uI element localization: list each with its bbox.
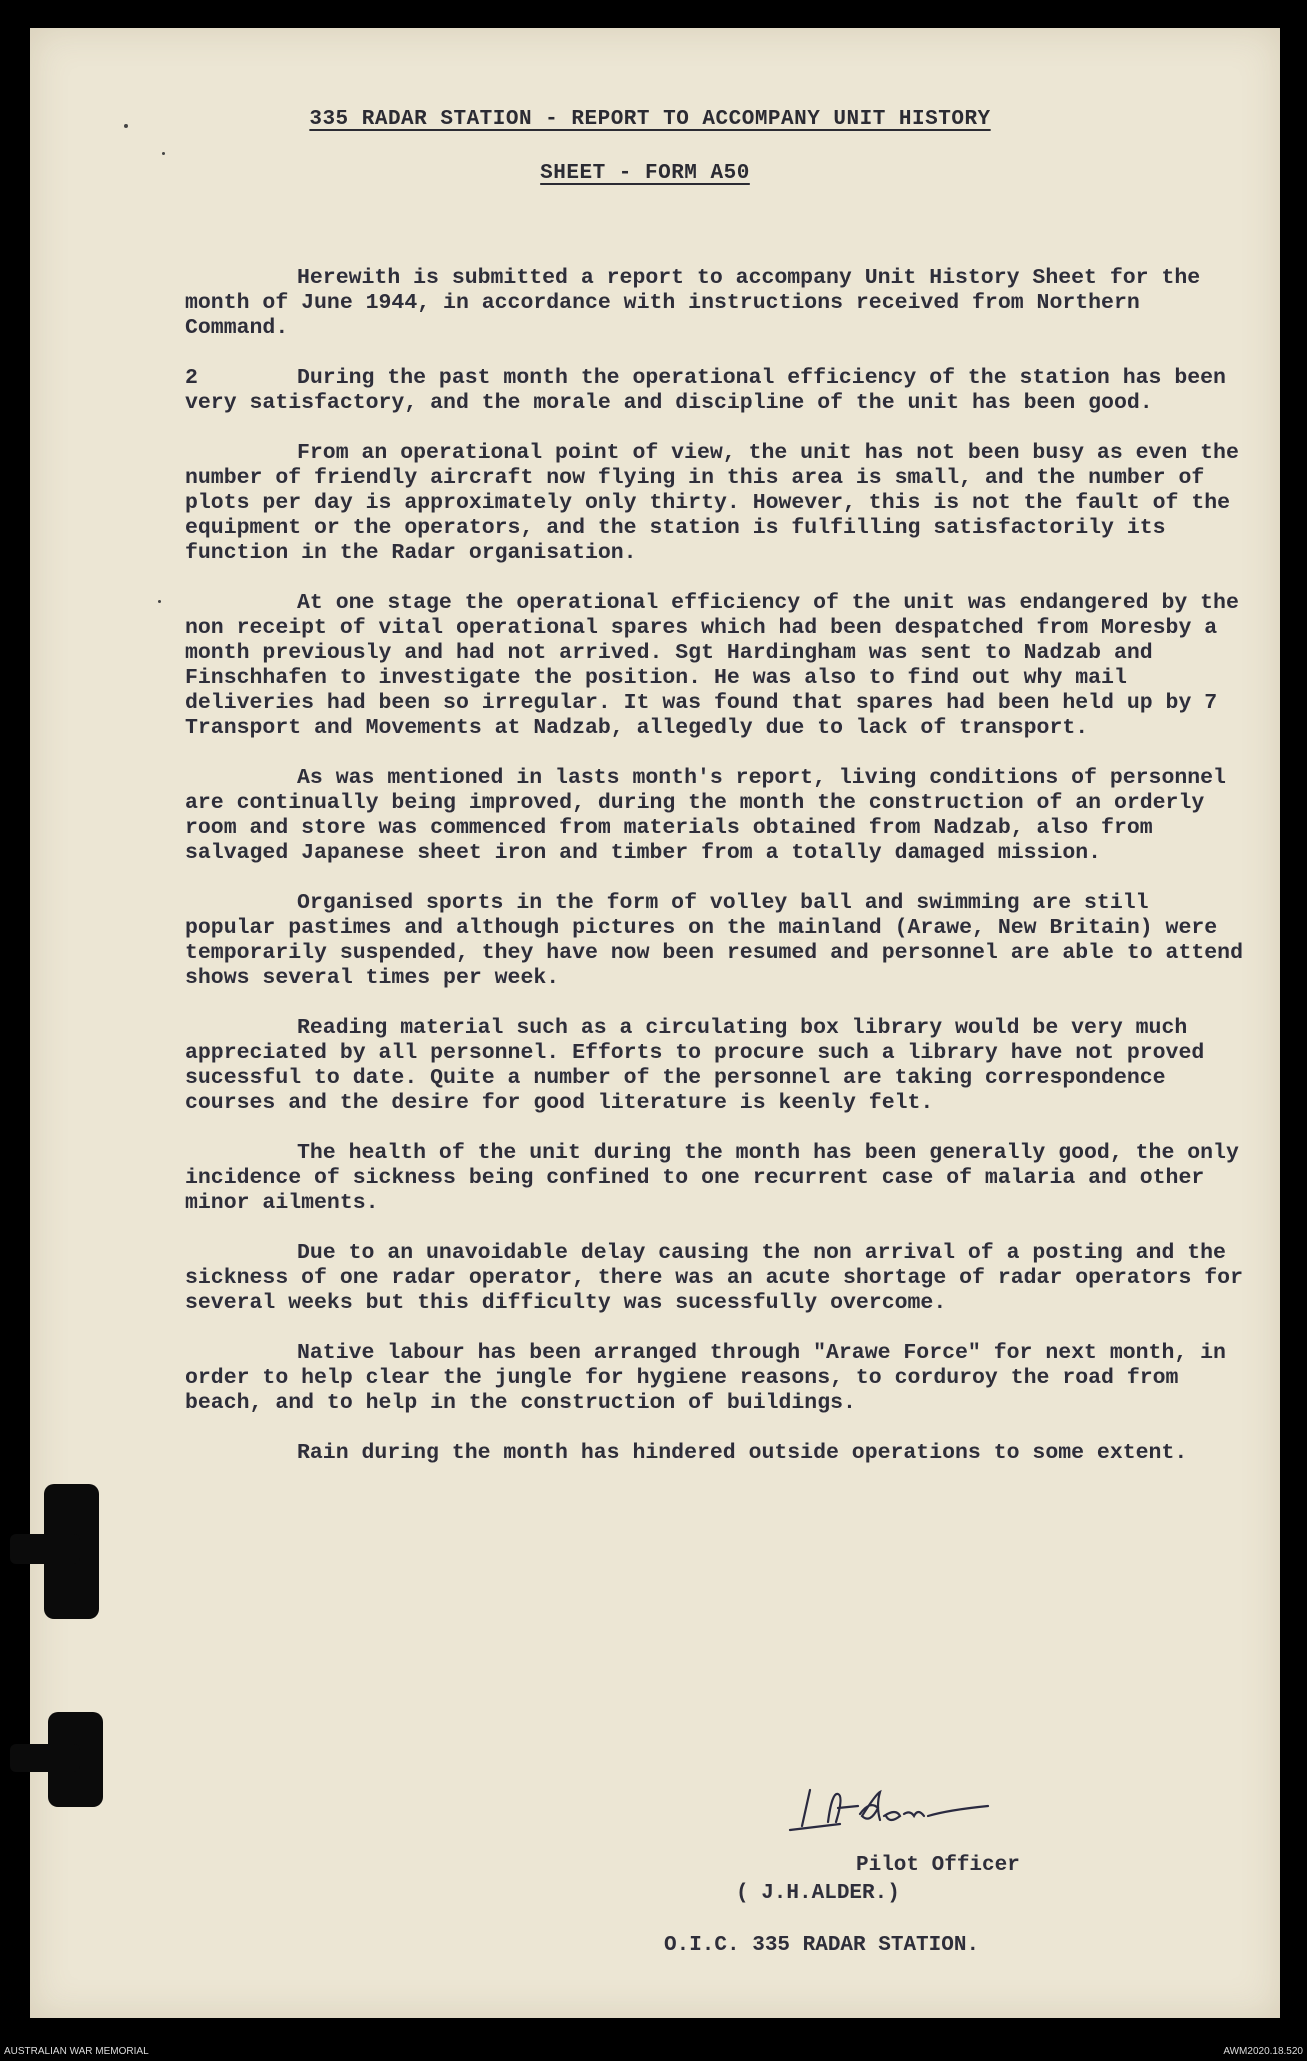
paragraph bbox=[185, 891, 1245, 991]
paragraph-text: At one stage the operational efficiency of the unit was endangered by the non receipt of vital operational spares which had been despatched from Moresby a month previously and had not arrived. Sgt Hardingham was sent to Nadzab and Finschhafen to investigate the position. He was also to find out why mail deliveries had been so irregular. It was found that spares had been held up by 7 Transport and Movements at Nadzab, allegedly due to lack of transport. bbox=[185, 591, 1239, 740]
paragraph bbox=[185, 1241, 1245, 1316]
paragraph-text: As was mentioned in lasts month's report, living conditions of personnel are continually being improved, during the month the construction of an orderly room and store was commenced from materials obtained from Nadzab, also from salvaged Japanese sheet iron and timber from a totally damaged mission. bbox=[185, 766, 1226, 865]
paragraph bbox=[185, 591, 1245, 741]
paragraph bbox=[185, 441, 1245, 566]
paragraph bbox=[185, 1016, 1245, 1116]
handwritten-signature bbox=[780, 1778, 1010, 1848]
signatory-rank: Pilot Officer bbox=[856, 1854, 1020, 1877]
paragraph-text: During the past month the operational efficiency of the station has been very satisfactory, and the morale and discipline of the unit has been good. bbox=[185, 366, 1226, 415]
paragraph-text: Reading material such as a circulating box library would be very much appreciated by all personnel. Efforts to procure such a library have not proved sucessful to date. Quite a number of the personnel are taking correspondence courses and the desire for good literature is keenly felt. bbox=[185, 1016, 1205, 1115]
paragraph bbox=[185, 1141, 1245, 1216]
paragraph-text: Organised sports in the form of volley ball and swimming are still popular pastimes and although pictures on the mainland (Arawe, New Britain) were temporarily suspended, they have now been resumed and personnel are able to attend shows several times per week. bbox=[185, 891, 1243, 990]
paragraph bbox=[185, 1441, 1245, 1466]
paragraph bbox=[185, 1341, 1245, 1416]
signatory-name: ( J.H.ALDER.) bbox=[736, 1882, 900, 1905]
report-body bbox=[185, 266, 1245, 1491]
paragraph-text: Rain during the month has hindered outside operations to some extent. bbox=[297, 1441, 1188, 1465]
ink-speck bbox=[162, 152, 165, 155]
binder-clip-top-arm bbox=[10, 1534, 80, 1564]
paragraph-text: The health of the unit during the month has been generally good, the only incidence of sickness being confined to one recurrent case of malaria and other minor ailments. bbox=[185, 1141, 1239, 1215]
document-page bbox=[30, 28, 1280, 2018]
ink-speck bbox=[158, 600, 161, 603]
document-title: 335 RADAR STATION - REPORT TO ACCOMPANY UNIT HISTORY bbox=[309, 108, 991, 131]
paragraph-text: Due to an unavoidable delay causing the non arrival of a posting and the sickness of one radar operator, there was an acute shortage of radar operators for several weeks but this difficulty was sucessfully overcome. bbox=[185, 1241, 1243, 1315]
paragraph bbox=[185, 766, 1245, 866]
paragraph-text: Herewith is submitted a report to accompany Unit History Sheet for the month of June 1944, in accordance with instructions received from Northern Command. bbox=[185, 266, 1201, 340]
paragraph bbox=[185, 266, 1245, 341]
paragraph-text: From an operational point of view, the unit has not been busy as even the number of friendly aircraft now flying in this area is small, and the number of plots per day is approximately only thirty. However, this is not the fault of the equipment or the operators, and the station is fulfilling satisfactorily its function in the Radar organisation. bbox=[185, 441, 1239, 565]
signatory-role: O.I.C. 335 RADAR STATION. bbox=[664, 1934, 980, 1957]
document-subtitle: SHEET - FORM A50 bbox=[540, 162, 750, 185]
archive-reference: AWM2020.18.520 bbox=[1223, 2046, 1303, 2057]
ink-speck bbox=[124, 124, 128, 128]
archive-footer bbox=[0, 2043, 1307, 2061]
archive-credit: AUSTRALIAN WAR MEMORIAL bbox=[4, 2046, 149, 2057]
paragraph-number: 2 bbox=[185, 366, 198, 390]
paragraph-text: Native labour has been arranged through "Arawe Force" for next month, in order to help clear the jungle for hygiene reasons, to corduroy the road from beach, and to help in the construction of buildings. bbox=[185, 1341, 1226, 1415]
binder-clip-bottom-arm bbox=[10, 1744, 80, 1772]
signature-block bbox=[30, 1778, 1280, 1978]
paragraph bbox=[185, 366, 1245, 416]
